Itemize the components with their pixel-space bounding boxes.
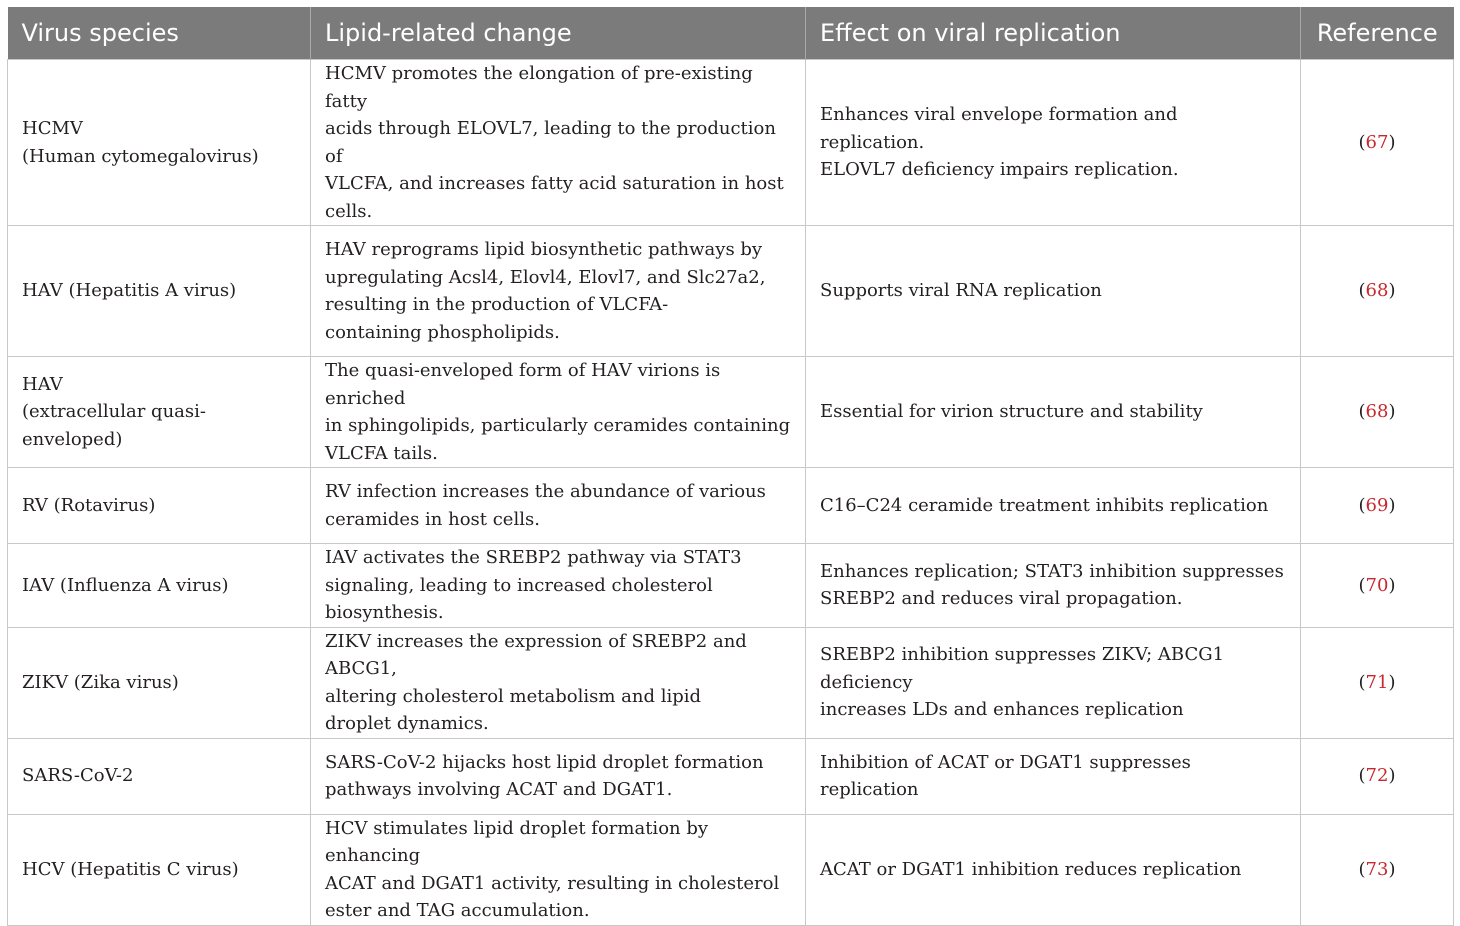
cell-reference: (70) (1301, 544, 1454, 628)
table-header (8, 7, 1454, 60)
cell-reference: (68) (1301, 226, 1454, 357)
cell-virus: ZIKV (Zika virus) (8, 627, 311, 738)
cell-effect: Essential for virion structure and stability (806, 357, 1301, 468)
cell-effect: C16–C24 ceramide treatment inhibits replication (806, 468, 1301, 544)
virus-lipid-table (7, 7, 1454, 926)
cell-change: HAV reprograms lipid biosynthetic pathways by upregulating Acsl4, Elovl4, Elovl7, and Slc27a2, resulting in the production of VLCFA- containing phospholipids. (311, 226, 806, 357)
cell-reference: (69) (1301, 468, 1454, 544)
cell-change: SARS-CoV-2 hijacks host lipid droplet formation pathways involving ACAT and DGAT1. (311, 738, 806, 814)
reference-link[interactable]: 70 (1365, 574, 1389, 596)
table-row (8, 468, 1454, 544)
reference-link[interactable]: 73 (1365, 858, 1389, 880)
table-row (8, 60, 1454, 226)
cell-effect: Enhances viral envelope formation and replication. ELOVL7 deficiency impairs replication. (806, 60, 1301, 226)
header-reference: Reference (1301, 7, 1454, 60)
reference-link[interactable]: 68 (1365, 401, 1389, 423)
cell-reference: (68) (1301, 357, 1454, 468)
cell-effect: Inhibition of ACAT or DGAT1 suppresses replication (806, 738, 1301, 814)
virus-lipid-table-container (7, 7, 1453, 926)
table-row (8, 357, 1454, 468)
table-row (8, 738, 1454, 814)
cell-virus: HAV (extracellular quasi-enveloped) (8, 357, 311, 468)
header-row (8, 7, 1454, 60)
cell-reference: (73) (1301, 814, 1454, 925)
header-virus-species: Virus species (8, 7, 311, 60)
table-row (8, 226, 1454, 357)
cell-change: HCMV promotes the elongation of pre-existing fatty acids through ELOVL7, leading to the production of VLCFA, and increases fatty acid saturation in host cells. (311, 60, 806, 226)
cell-virus: HCV (Hepatitis C virus) (8, 814, 311, 925)
cell-effect: Supports viral RNA replication (806, 226, 1301, 357)
cell-virus: HCMV (Human cytomegalovirus) (8, 60, 311, 226)
cell-virus: RV (Rotavirus) (8, 468, 311, 544)
table-body (8, 60, 1454, 926)
cell-change: HCV stimulates lipid droplet formation by enhancing ACAT and DGAT1 activity, resulting in cholesterol ester and TAG accumulation. (311, 814, 806, 925)
cell-reference: (71) (1301, 627, 1454, 738)
cell-virus: HAV (Hepatitis A virus) (8, 226, 311, 357)
header-lipid-change: Lipid-related change (311, 7, 806, 60)
reference-link[interactable]: 69 (1365, 494, 1389, 516)
cell-change: RV infection increases the abundance of various ceramides in host cells. (311, 468, 806, 544)
reference-link[interactable]: 67 (1365, 131, 1389, 153)
cell-change: IAV activates the SREBP2 pathway via STAT3 signaling, leading to increased cholesterol biosynthesis. (311, 544, 806, 628)
table-row (8, 814, 1454, 925)
cell-virus: IAV (Influenza A virus) (8, 544, 311, 628)
cell-change: The quasi-enveloped form of HAV virions is enriched in sphingolipids, particularly ceramides containing VLCFA tails. (311, 357, 806, 468)
cell-change: ZIKV increases the expression of SREBP2 and ABCG1, altering cholesterol metabolism and lipid droplet dynamics. (311, 627, 806, 738)
cell-effect: ACAT or DGAT1 inhibition reduces replication (806, 814, 1301, 925)
cell-virus: SARS-CoV-2 (8, 738, 311, 814)
cell-effect: Enhances replication; STAT3 inhibition suppresses SREBP2 and reduces viral propagation. (806, 544, 1301, 628)
cell-reference: (72) (1301, 738, 1454, 814)
cell-effect: SREBP2 inhibition suppresses ZIKV; ABCG1 deficiency increases LDs and enhances replication (806, 627, 1301, 738)
reference-link[interactable]: 71 (1365, 671, 1389, 693)
reference-link[interactable]: 68 (1365, 280, 1389, 302)
table-row (8, 544, 1454, 628)
header-effect-replication: Effect on viral replication (806, 7, 1301, 60)
reference-link[interactable]: 72 (1365, 765, 1389, 787)
table-row (8, 627, 1454, 738)
cell-reference: (67) (1301, 60, 1454, 226)
